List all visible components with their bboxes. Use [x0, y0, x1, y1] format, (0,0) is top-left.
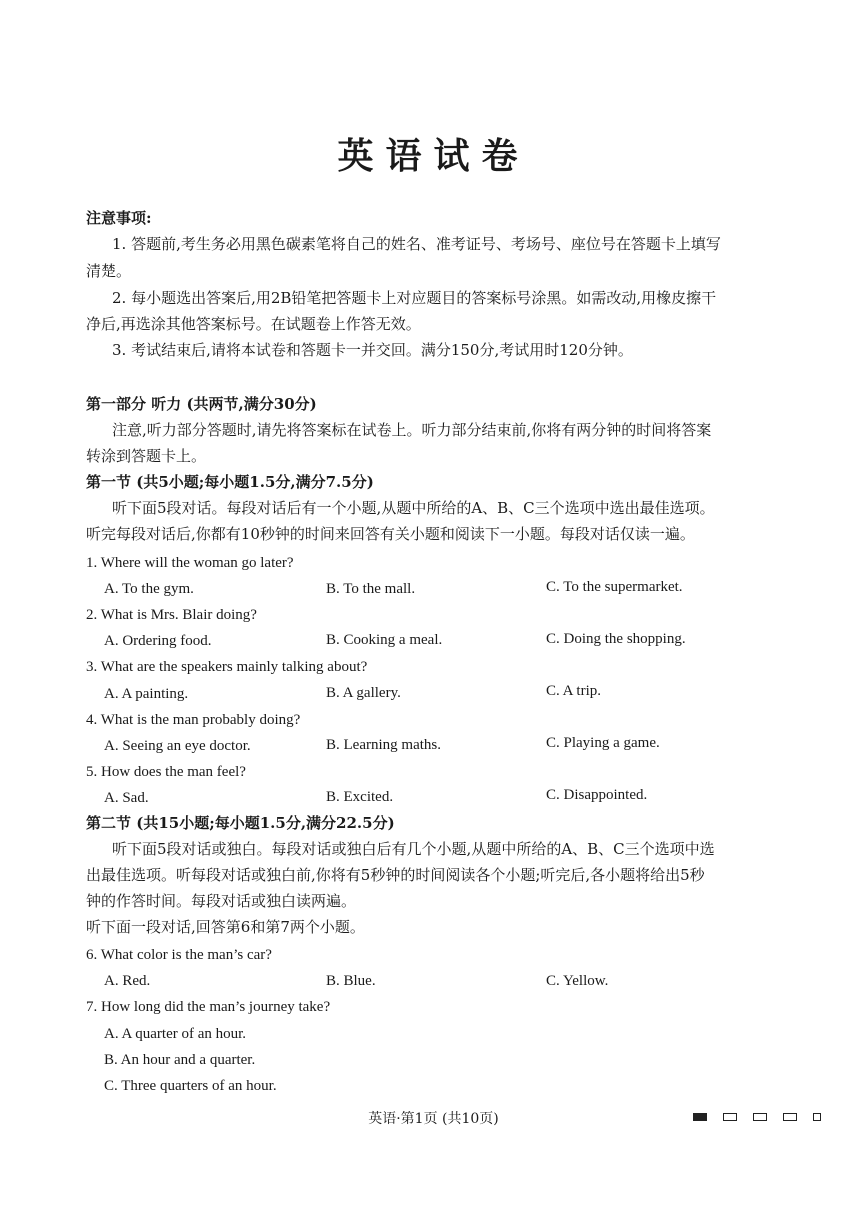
- question-4-stem: 4. What is the man probably doing?: [86, 712, 301, 728]
- section2-instructions-cont-1: 出最佳选项。听每段对话或独白前,你将有5秒钟的时间阅读各个小题;听完后,各小题将给出5秒: [86, 866, 705, 884]
- question-7-option-c: C. Three quarters of an hour.: [104, 1078, 277, 1094]
- question-6-option-a: A. Red.: [104, 973, 151, 989]
- section2-instructions-cont-2: 钟的作答时间。每段对话或独白读两遍。: [86, 892, 357, 910]
- question-7-option-a: A. A quarter of an hour.: [104, 1026, 247, 1042]
- question-5-option-c: C. Disappointed.: [546, 787, 648, 803]
- question-3-option-c: C. A trip.: [546, 683, 602, 699]
- section2-sub-instructions: 听下面一段对话,回答第6和第7两个小题。: [86, 918, 365, 936]
- registration-mark: [723, 1113, 737, 1121]
- question-6-stem: 6. What color is the man’s car?: [86, 947, 272, 963]
- question-5-option-a: A. Sad.: [104, 790, 149, 806]
- part1-note-cont: 转涂到答题卡上。: [86, 447, 207, 465]
- question-1-option-b: B. To the mall.: [326, 581, 416, 597]
- section1-heading: 第一节 (共5小题;每小题1.5分,满分7.5分): [86, 473, 374, 491]
- question-3-option-b: B. A gallery.: [326, 685, 401, 701]
- notice-item-1: 1. 答题前,考生务必用黑色碳素笔将自己的姓名、准考证号、考场号、座位号在答题卡上填写: [112, 235, 721, 253]
- question-7-option-b: B. An hour and a quarter.: [104, 1052, 256, 1068]
- registration-marks: [693, 1113, 821, 1121]
- question-5-stem: 5. How does the man feel?: [86, 764, 246, 780]
- question-3-option-a: A. A painting.: [104, 686, 189, 702]
- page-title: 英语试卷: [337, 135, 530, 177]
- question-4-option-b: B. Learning maths.: [326, 737, 441, 753]
- question-4-option-c: C. Playing a game.: [546, 735, 660, 751]
- registration-mark-partial: [813, 1113, 821, 1121]
- section2-heading: 第二节 (共15小题;每小题1.5分,满分22.5分): [86, 814, 395, 832]
- question-2-stem: 2. What is Mrs. Blair doing?: [86, 607, 257, 623]
- registration-mark: [753, 1113, 767, 1121]
- question-6-option-b: B. Blue.: [326, 973, 376, 989]
- registration-mark-filled: [693, 1113, 707, 1121]
- notice-heading: 注意事项:: [86, 209, 152, 227]
- notice-item-2-cont: 净后,再选涂其他答案标号。在试题卷上作答无效。: [86, 315, 421, 333]
- section1-instructions-cont: 听完每段对话后,你都有10秒钟的时间来回答有关小题和阅读下一小题。每段对话仅读一遍。: [86, 525, 695, 543]
- question-6-option-c: C. Yellow.: [546, 973, 609, 989]
- part1-note: 注意,听力部分答题时,请先将答案标在试卷上。听力部分结束前,你将有两分钟的时间将答案: [112, 421, 712, 439]
- part1-heading: 第一部分 听力 (共两节,满分30分): [86, 395, 317, 413]
- question-5-option-b: B. Excited.: [326, 789, 394, 805]
- question-4-option-a: A. Seeing an eye doctor.: [104, 738, 251, 754]
- section1-instructions: 听下面5段对话。每段对话后有一个小题,从题中所给的A、B、C三个选项中选出最佳选项。: [112, 499, 715, 517]
- question-2-option-b: B. Cooking a meal.: [326, 632, 443, 648]
- question-7-stem: 7. How long did the man’s journey take?: [86, 999, 331, 1015]
- question-1-option-c: C. To the supermarket.: [546, 579, 683, 595]
- notice-item-1-cont: 清楚。: [86, 262, 132, 280]
- question-1-option-a: A. To the gym.: [104, 581, 194, 597]
- question-2-option-c: C. Doing the shopping.: [546, 631, 686, 647]
- registration-mark: [783, 1113, 797, 1121]
- question-1-stem: 1. Where will the woman go later?: [86, 555, 294, 571]
- question-3-stem: 3. What are the speakers mainly talking about?: [86, 659, 368, 675]
- notice-item-3: 3. 考试结束后,请将本试卷和答题卡一并交回。满分150分,考试用时120分钟。: [112, 341, 633, 359]
- page-footer: 英语·第1页 (共10页): [368, 1111, 499, 1127]
- question-2-option-a: A. Ordering food.: [104, 633, 212, 649]
- section2-instructions: 听下面5段对话或独白。每段对话或独白后有几个小题,从题中所给的A、B、C三个选项中选: [112, 840, 715, 858]
- notice-item-2: 2. 每小题选出答案后,用2B铅笔把答题卡上对应题目的答案标号涂黑。如需改动,用橡皮擦干: [112, 289, 717, 307]
